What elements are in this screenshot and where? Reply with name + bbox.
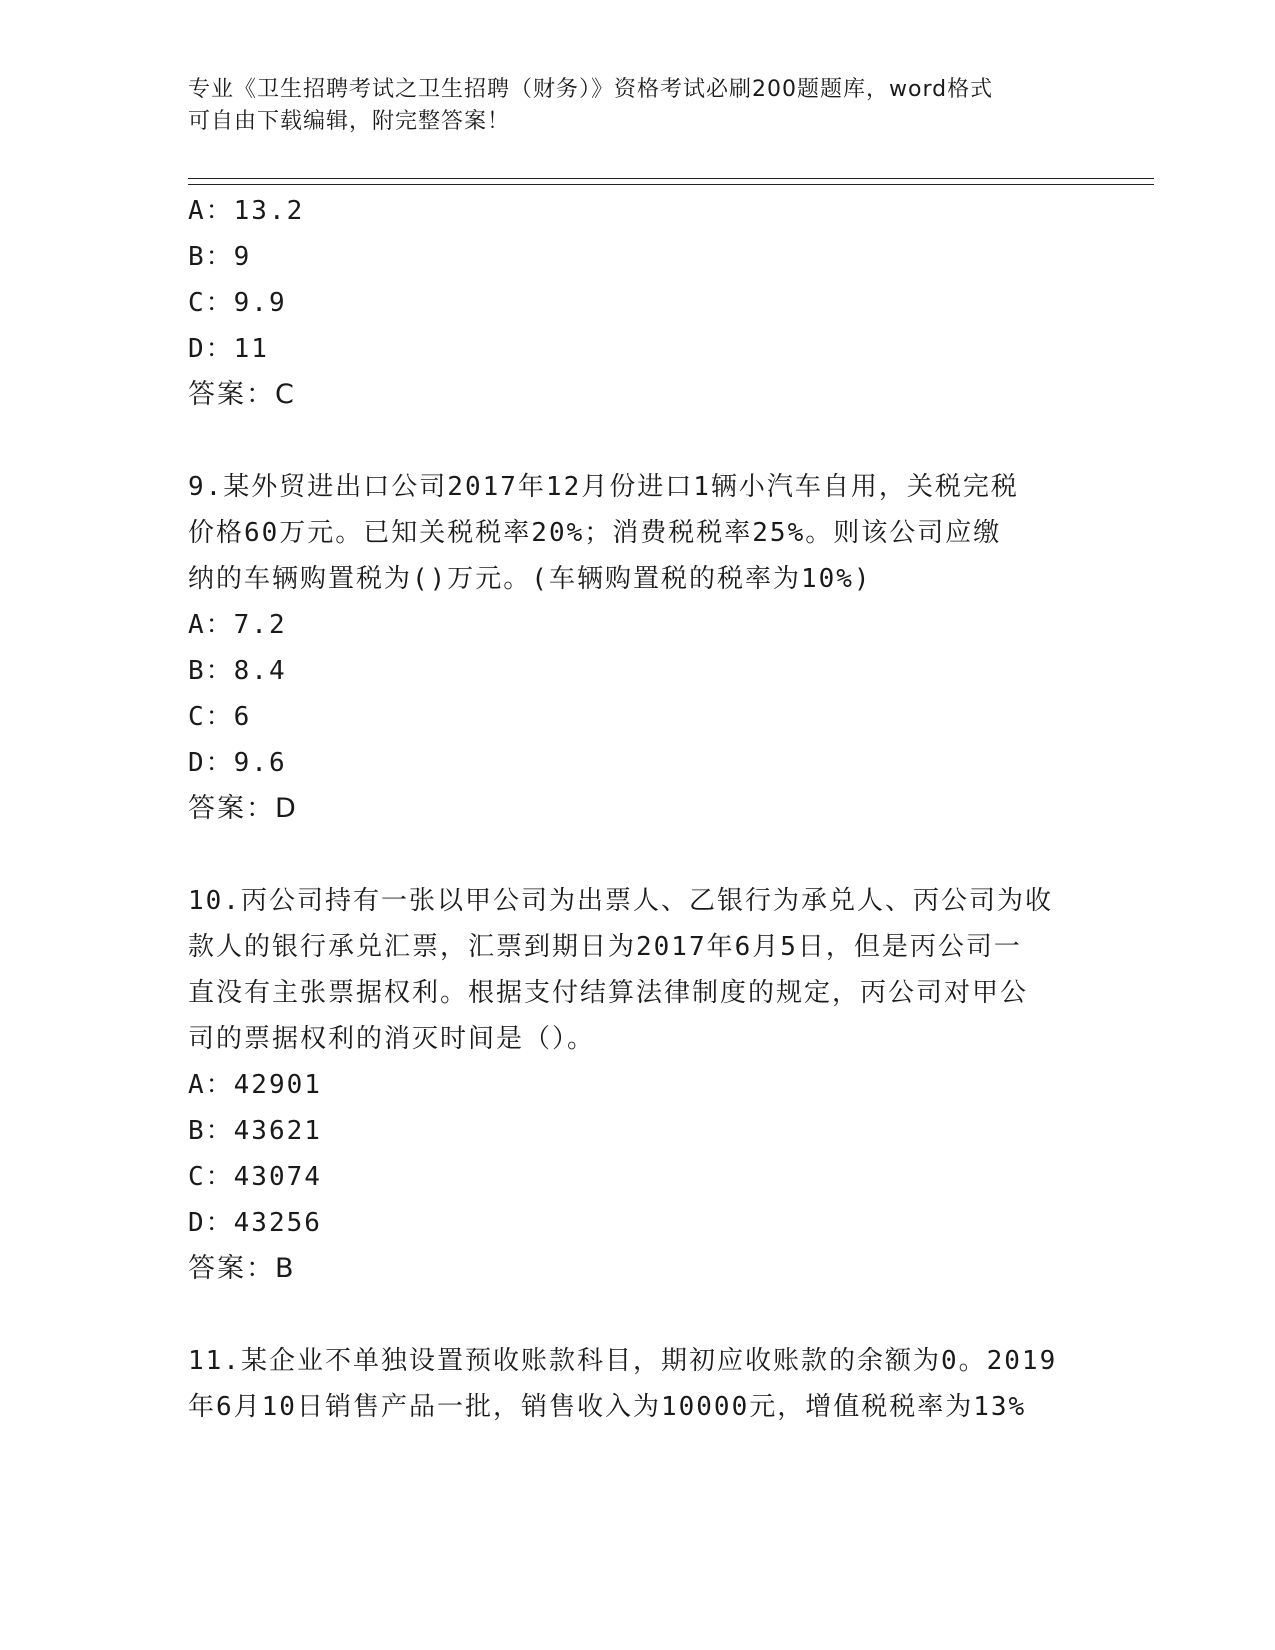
option-d: D：43256 bbox=[188, 1208, 322, 1238]
question-text-line: 年6月10日销售产品一批，销售收入为10000元，增值税税率为13% bbox=[188, 1392, 1027, 1422]
question-text-line: 直没有主张票据权利。根据支付结算法律制度的规定，丙公司对甲公 bbox=[188, 978, 1029, 1008]
option-a: A：7.2 bbox=[188, 610, 287, 640]
question-text-line: 10.丙公司持有一张以甲公司为出票人、乙银行为承兑人、丙公司为收 bbox=[188, 886, 1053, 916]
option-a: A：42901 bbox=[188, 1070, 322, 1100]
answer: 答案：D bbox=[188, 793, 298, 824]
question-text-line: 纳的车辆购置税为()万元。(车辆购置税的税率为10%) bbox=[188, 564, 872, 594]
spacer bbox=[188, 1292, 1078, 1338]
option-c: C：6 bbox=[188, 702, 252, 732]
question-10-block bbox=[188, 878, 1078, 1292]
option-c: C：43074 bbox=[188, 1162, 322, 1192]
question-text-line: 司的票据权利的消灭时间是（）。 bbox=[188, 1024, 596, 1054]
option-c: C：9.9 bbox=[188, 288, 287, 318]
answer: 答案：B bbox=[188, 1253, 296, 1284]
header-rule-bottom bbox=[188, 184, 1154, 185]
question-11-block bbox=[188, 1338, 1078, 1430]
answer: 答案：C bbox=[188, 379, 296, 410]
option-d: D：11 bbox=[188, 334, 269, 364]
question-9-block bbox=[188, 464, 1078, 832]
header-line-1: 专业《卫生招聘考试之卫生招聘（财务）》资格考试必刷200题题库，word格式 bbox=[188, 77, 994, 102]
question-text-line: 11.某企业不单独设置预收账款科目，期初应收账款的余额为0。2019 bbox=[188, 1346, 1058, 1376]
option-b: B：43621 bbox=[188, 1116, 322, 1146]
question-8-block bbox=[188, 188, 1078, 418]
spacer bbox=[188, 418, 1078, 464]
question-text-line: 款人的银行承兑汇票，汇票到期日为2017年6月5日，但是丙公司一 bbox=[188, 932, 1022, 962]
header-line-2: 可自由下载编辑，附完整答案！ bbox=[188, 109, 511, 134]
question-text-line: 价格60万元。已知关税税率20%；消费税税率25%。则该公司应缴 bbox=[188, 518, 1002, 548]
question-content bbox=[188, 188, 1078, 1430]
document-header bbox=[188, 74, 1068, 138]
option-b: B：8.4 bbox=[188, 656, 287, 686]
option-d: D：9.6 bbox=[188, 748, 287, 778]
question-text-line: 9.某外贸进出口公司2017年12月份进口1辆小汽车自用，关税完税 bbox=[188, 472, 1019, 502]
spacer bbox=[188, 832, 1078, 878]
option-b: B：9 bbox=[188, 242, 252, 272]
header-rule-top bbox=[188, 178, 1154, 179]
option-a: A：13.2 bbox=[188, 196, 305, 226]
